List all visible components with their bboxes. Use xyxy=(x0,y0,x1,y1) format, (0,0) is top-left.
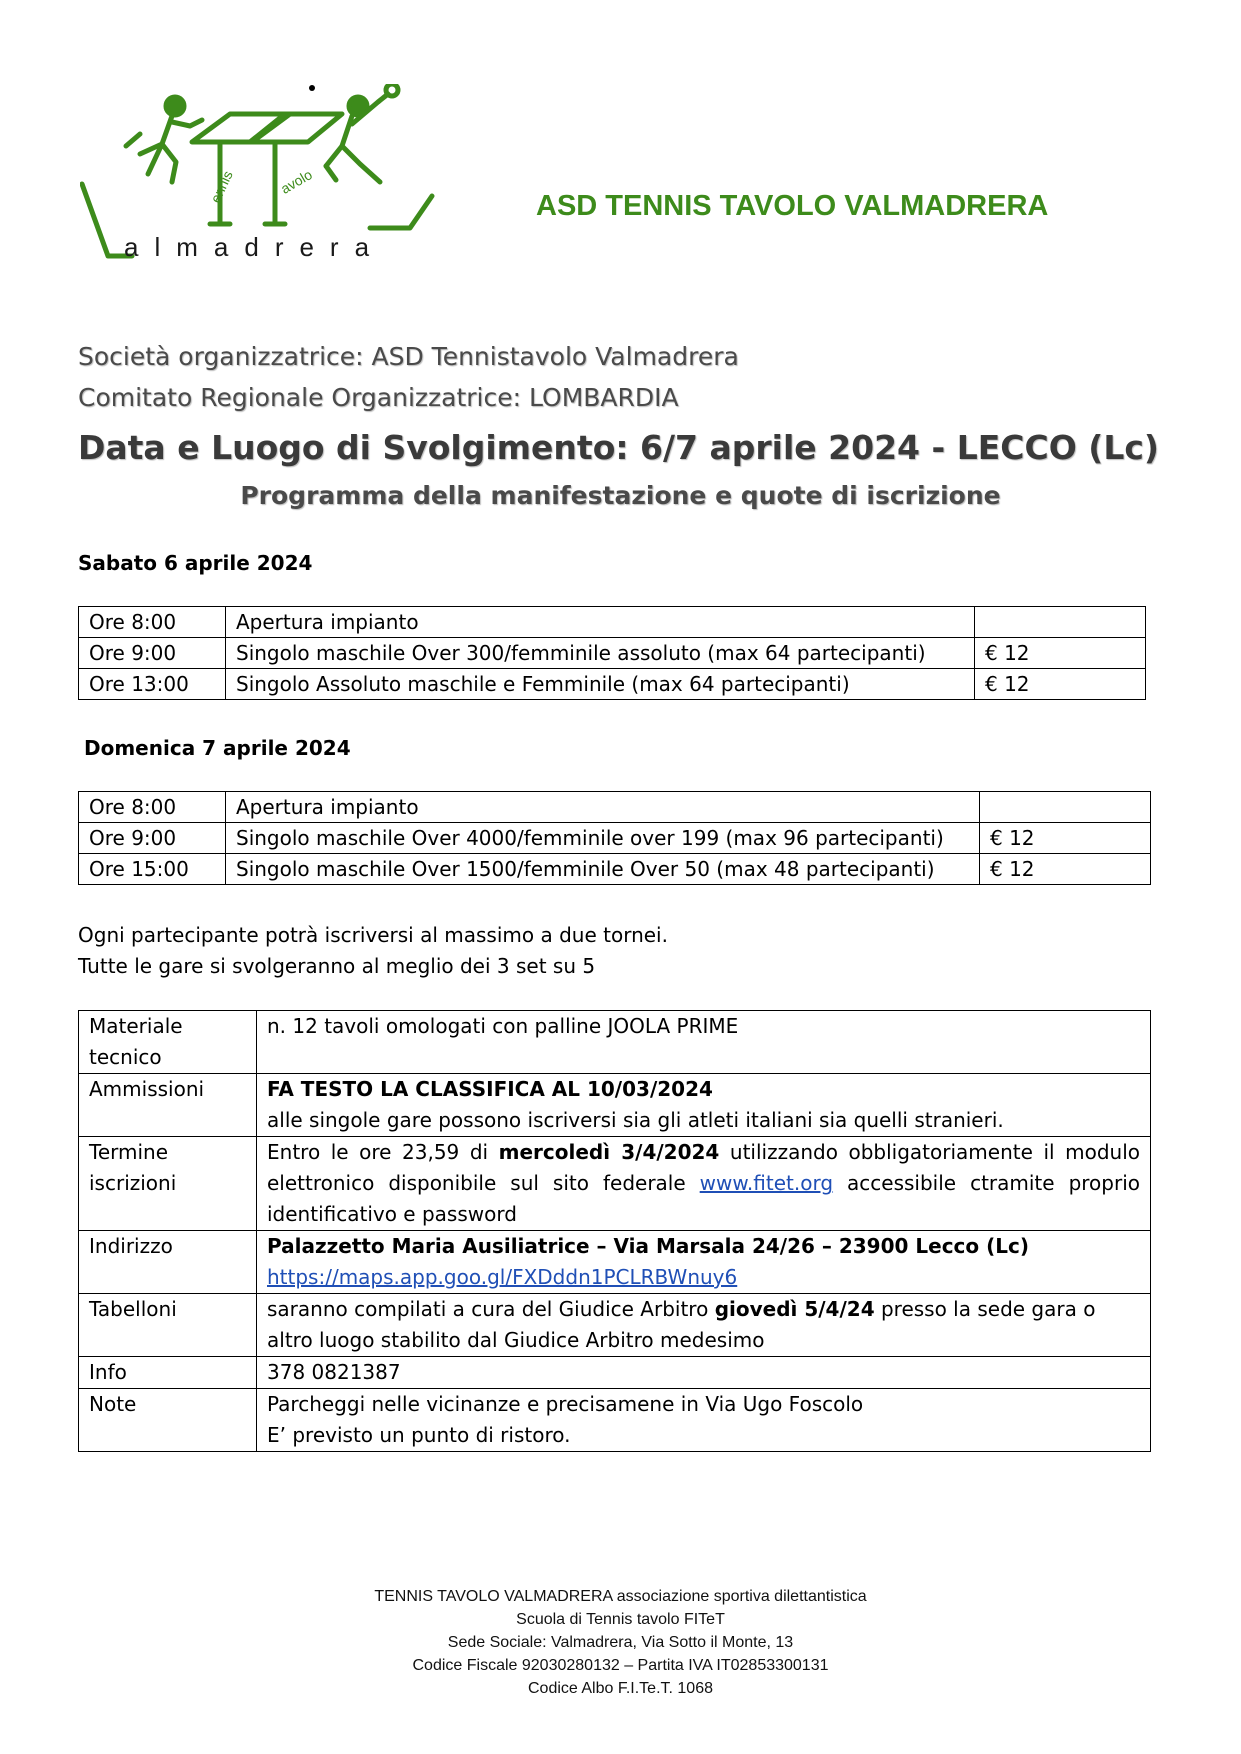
time-cell: Ore 9:00 xyxy=(79,823,226,854)
footer-line: Codice Albo F.I.Te.T. 1068 xyxy=(528,1680,713,1697)
club-title: ASD TENNIS TAVOLO VALMADRERA xyxy=(536,190,1049,222)
table-row xyxy=(79,1389,1151,1452)
time-cell: Ore 13:00 xyxy=(79,669,226,700)
sunday-table xyxy=(78,791,1151,885)
price-cell: € 12 xyxy=(975,669,1146,700)
value-cell xyxy=(257,1294,1151,1357)
maps-link[interactable]: https://maps.app.goo.gl/FXDddn1PCLRBWnuy6 xyxy=(267,1265,738,1289)
brackets-date: giovedì 5/4/24 xyxy=(714,1297,875,1321)
value-cell xyxy=(257,1137,1151,1231)
brackets-post: presso la sede gara o altro luogo stabilito dal Giudice Arbitro medesimo xyxy=(267,1297,1096,1352)
footer-line: Sede Sociale: Valmadrera, Via Sotto il Monte, 13 xyxy=(447,1634,794,1651)
table-row xyxy=(79,1074,1151,1137)
price-cell: € 12 xyxy=(980,823,1151,854)
event-cell: Singolo maschile Over 1500/femminile Over 50 (max 48 partecipanti) xyxy=(226,854,980,885)
footer-line: Scuola di Tennis tavolo FITeT xyxy=(516,1611,725,1628)
time-cell: Ore 15:00 xyxy=(79,854,226,885)
saturday-title: Sabato 6 aprile 2024 xyxy=(78,551,313,575)
key-cell: Materiale tecnico xyxy=(79,1011,257,1074)
key-cell: Info xyxy=(79,1357,257,1389)
value-cell xyxy=(257,1389,1151,1452)
event-cell: Apertura impianto xyxy=(226,792,980,823)
deadline-mid: utilizzando obbligatoriamente il modulo elettronico disponibile sul sito federale xyxy=(267,1140,1140,1195)
key-cell: Note xyxy=(79,1389,257,1452)
deadline-date: mercoledì 3/4/2024 xyxy=(498,1140,720,1164)
value-cell xyxy=(257,1231,1151,1294)
table-row xyxy=(79,1357,1151,1389)
price-cell xyxy=(975,607,1146,638)
price-cell: € 12 xyxy=(980,854,1151,885)
table-row xyxy=(79,1294,1151,1357)
value-cell: n. 12 tavoli omologati con palline JOOLA PRIME xyxy=(257,1011,1151,1074)
venue-address: Palazzetto Maria Ausiliatrice – Via Marsala 24/26 – 23900 Lecco (Lc) xyxy=(267,1234,1029,1258)
saturday-table xyxy=(78,606,1146,700)
info-table xyxy=(78,1010,1151,1452)
event-cell: Apertura impianto xyxy=(226,607,975,638)
logo-word: almadrera xyxy=(124,232,386,262)
time-cell: Ore 9:00 xyxy=(79,638,226,669)
time-cell: Ore 8:00 xyxy=(79,607,226,638)
key-cell: Termine iscrizioni xyxy=(79,1137,257,1231)
key-cell: Tabelloni xyxy=(79,1294,257,1357)
fitet-link[interactable]: www.fitet.org xyxy=(699,1171,834,1195)
parking-note: Parcheggi nelle vicinanze e precisamene in Via Ugo Foscolo xyxy=(267,1392,864,1416)
price-cell xyxy=(980,792,1151,823)
program-heading: Programma della manifestazione e quote di iscrizione xyxy=(240,481,1001,510)
table-row xyxy=(79,1011,1151,1074)
event-cell: Singolo Assoluto maschile e Femminile (max 64 partecipanti) xyxy=(226,669,975,700)
deadline-pre: Entro le ore 23,59 di xyxy=(267,1140,499,1164)
table-row xyxy=(79,607,1146,638)
date-place-heading: Data e Luogo di Svolgimento: 6/7 aprile 2024 - LECCO (Lc) xyxy=(78,428,1159,467)
table-row xyxy=(79,638,1146,669)
organizer-line: Società organizzatrice: ASD Tennistavolo Valmadrera xyxy=(78,342,739,371)
table-row xyxy=(79,823,1151,854)
key-cell: Ammissioni xyxy=(79,1074,257,1137)
sunday-title: Domenica 7 aprile 2024 xyxy=(84,736,351,760)
ranking-date-text: FA TESTO LA CLASSIFICA AL 10/03/2024 xyxy=(267,1077,713,1101)
brackets-pre: saranno compilati a cura del Giudice Arbitro xyxy=(267,1297,715,1321)
committee-line: Comitato Regionale Organizzatrice: LOMBARDIA xyxy=(78,383,679,412)
table-row xyxy=(79,1137,1151,1231)
logo-t1-text: ennis xyxy=(207,168,236,206)
club-logo xyxy=(80,84,480,274)
admission-text: alle singole gare possono iscriversi sia gli atleti italiani sia quelli stranieri. xyxy=(267,1108,1004,1132)
footer-line: TENNIS TAVOLO VALMADRERA associazione sportiva dilettantistica xyxy=(374,1588,867,1605)
rule-best-of-five: Tutte le gare si svolgeranno al meglio dei 3 set su 5 xyxy=(78,954,596,978)
event-cell: Singolo maschile Over 300/femminile assoluto (max 64 partecipanti) xyxy=(226,638,975,669)
footer xyxy=(0,1585,1241,1700)
footer-line: Codice Fiscale 92030280132 – Partita IVA IT02853300131 xyxy=(412,1657,829,1674)
rule-max-two: Ogni partecipante potrà iscriversi al massimo a due tornei. xyxy=(78,923,668,947)
value-cell xyxy=(257,1074,1151,1137)
logo-t2-text: avolo xyxy=(277,166,315,197)
key-cell: Indirizzo xyxy=(79,1231,257,1294)
value-cell: 378 0821387 xyxy=(257,1357,1151,1389)
table-row xyxy=(79,669,1146,700)
event-cell: Singolo maschile Over 4000/femminile over 199 (max 96 partecipanti) xyxy=(226,823,980,854)
table-row xyxy=(79,792,1151,823)
table-row xyxy=(79,1231,1151,1294)
deadline-post: accessibile ctramite proprio identificativo e password xyxy=(267,1171,1140,1226)
table-row xyxy=(79,854,1151,885)
refreshment-note: E’ previsto un punto di ristoro. xyxy=(267,1423,571,1447)
price-cell: € 12 xyxy=(975,638,1146,669)
time-cell: Ore 8:00 xyxy=(79,792,226,823)
